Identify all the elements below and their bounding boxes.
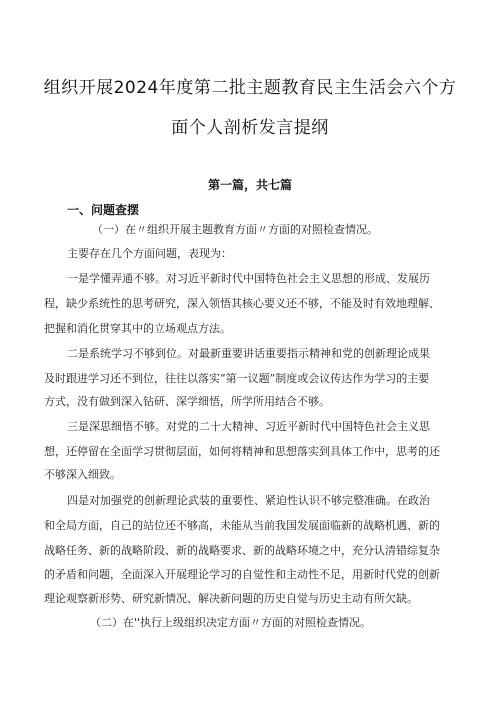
body-line: 理论观察新形势、研究新情况、解决新问题的历史自觉与历史主动有所欠缺。 [44,592,418,605]
body-line: 二是系统学习不够到位。对最新重要讲话重要指示精神和党的创新理论成果 [67,347,430,360]
body-line: 战略任务、新的战略阶段、新的战略要求、新的战略环境之中，充分认清错综复杂 [44,544,440,557]
body-line: 四是对加强党的创新理论武装的重要性、紧迫性认识不够完整准确。在政治 [67,494,430,507]
body-line: 和全局方面，自己的站位还不够高，未能从当前我国发展面临新的战略机遇、新的 [44,519,440,532]
body-line: （二）在''执行上级组织决定方面〃方面的对照检查情况。 [90,616,372,629]
document-title-line-2: 面个人剖析发言提纲 [171,118,329,138]
document-title-line-1: 组织开展2024年度第二批主题教育民主生活会六个方 [43,78,457,98]
body-line: 方式，没有做到深入钻研、深学细悟，所学所用结合不够。 [44,395,330,408]
body-line: 的矛盾和问题，全面深入开展理论学习的自觉性和主动性不足，用新时代党的创新 [44,568,440,581]
body-line: 想，还停留在全面学习贯彻层面，如何将精神和思想落实到具体工作中，思考的还 [44,445,440,458]
body-line: 一是学懂弄通不够。对习近平新时代中国特色社会主义思想的形成、发展历 [67,272,430,285]
body-line: 程，缺少系统性的思考研究，深入领悟其核心要义还不够，不能及时有效地理解、 [44,297,440,310]
body-line: 主要存在几个方面问题，表现为： [67,247,232,260]
section-heading: 一、问题查摆 [67,203,140,217]
document-subtitle: 第一篇，共七篇 [207,178,292,192]
body-line: （一）在〃组织开展主题教育方面〃方面的对照检查情况。 [92,223,378,236]
body-line: 不够深入细致。 [44,468,121,481]
body-line: 及时跟进学习还不到位，往往以落实“第一议题”制度或会议传达作为学习的主要 [44,372,430,385]
body-line: 把握和消化贯穿其中的立场观点方法。 [44,322,231,335]
body-line: 三是深思细悟不够。对党的二十大精神、习近平新时代中国特色社会主义思 [67,420,430,433]
